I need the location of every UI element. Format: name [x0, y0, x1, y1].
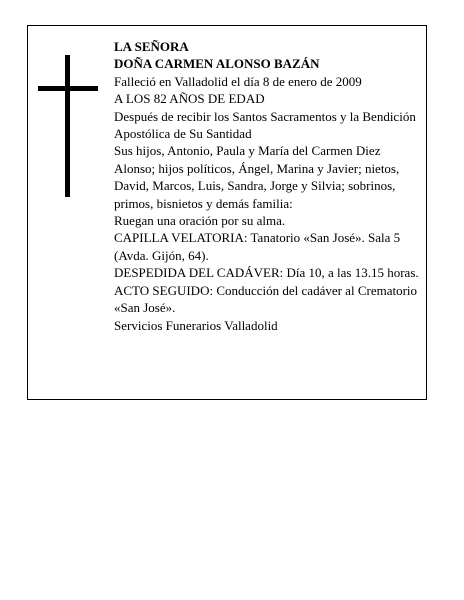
prayer-request: Ruegan una oración por su alma. [114, 213, 286, 229]
family-list: Sus hijos, Antonio, Paula y María del Carmen Diez Alonso; hijos políticos, Ángel, Marina y Javier; nietos, David, Marcos, Luis, Sandra, Jorge y Silvia; sobrinos, primos, bisnietos y demás familia: [114, 143, 400, 211]
next-act-info: ACTO SEGUIDO: Conducción del cadáver al Crematorio «San José». [114, 282, 418, 316]
cross-vertical-bar [65, 55, 70, 197]
farewell-info: DESPEDIDA DEL CADÁVER: Día 10, a las 13.15 horas. [114, 265, 419, 281]
death-info: Falleció en Valladolid el día 8 de enero de 2009 [114, 73, 362, 89]
sacraments-line: Después de recibir los Santos Sacramentos y la Bendición Apostólica de Su Santidad [114, 108, 416, 142]
notice-body [114, 38, 420, 334]
cross-icon [38, 55, 98, 197]
age-line: A LOS 82 AÑOS DE EDAD [114, 91, 265, 107]
cross-horizontal-bar [38, 86, 98, 91]
notice-title: LA SEÑORA [114, 39, 189, 54]
deceased-name: DOÑA CARMEN ALONSO BAZÁN [114, 56, 320, 72]
chapel-info: CAPILLA VELATORIA: Tanatorio «San José». Sala 5 (Avda. Gijón, 64). [114, 230, 401, 263]
funeral-home: Servicios Funerarios Valladolid [114, 317, 278, 333]
